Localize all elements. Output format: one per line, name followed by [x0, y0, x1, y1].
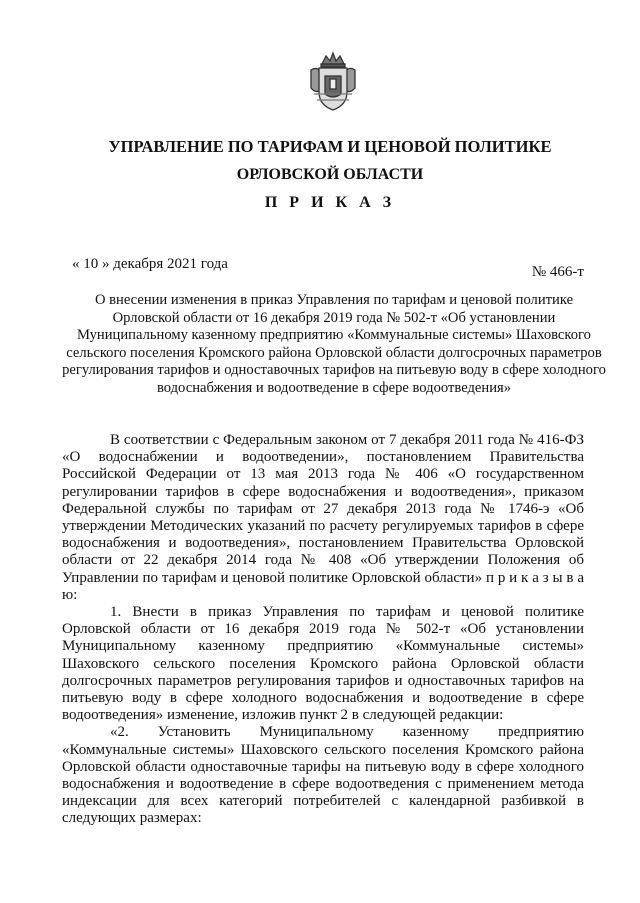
clause-1-paragraph: 1. Внести в приказ Управления по тарифам и ценовой политике Орловской области от 16 декабря 2019 года № 502-т «Об установлении Муниципальному казенному предприятию «Коммунальные системы» Шаховского сельского поселения Кромского района Орловской области долгосрочных параметров регулирования тарифов и одноставочных тарифов на питьевую воду в сфере холодного водоснабжения и водоотведение в сфере водоотведения» изменение, изложив пункт 2 в следующей редакции: [62, 604, 584, 724]
preamble-paragraph: В соответствии с Федеральным законом от 7 декабря 2011 года № 416-ФЗ «О водоснабжении и водоотведении», постановлением Правительства Российской Федерации от 13 мая 2013 года № 406 «О государственном регулировании тарифов в сфере водоснабжения и водоотведения», приказом Федеральной службы по тарифам от 27 декабря 2013 года № 1746-э «Об утверждении Методических указаний по расчету регулируемых тарифов в сфере водоснабжения и водоотведения», постановлением Правительства Орловской области от 22 декабря 2014 года № 408 «Об утверждении Положения об Управлении по тарифам и ценовой политике Орловской области» п р и к а з ы в а ю: [62, 432, 584, 603]
org-name-line2: ОРЛОВСКОЙ ОБЛАСТИ [236, 166, 424, 183]
order-number: № 466-т [531, 264, 584, 280]
org-name-line1: УПРАВЛЕНИЕ ПО ТАРИФАМ И ЦЕНОВОЙ ПОЛИТИКЕ [108, 137, 552, 156]
order-body [62, 432, 584, 828]
order-title: О внесении изменения в приказ Управления по тарифам и ценовой политике Орловской области от 16 декабря 2019 года № 502-т «Об установлении Муниципальному казенному предприятию «Коммунальные системы» Шаховского сельского поселения Кромского района Орловской области долгосрочных параметров регулирования тарифов и одноставочных тарифов на питьевую воду в сфере холодного водоснабжения и водоотведение в сфере водоотведения» [62, 292, 606, 396]
document-type: П Р И К А З [264, 194, 396, 211]
clause-2-paragraph: «2. Установить Муниципальному казенному предприятию «Коммунальные системы» Шаховского сельского поселения Кромского района Орловской области одноставочные тарифы на питьевую воду в сфере холодного водоснабжения и водоотведение в сфере водоотведения с применением метода индексации для всех категорий потребителей с календарной разбивкой в следующих размерах: [62, 724, 584, 827]
coat-of-arms-icon [308, 50, 358, 112]
order-date: « 10 » декабря 2021 года [72, 256, 228, 272]
